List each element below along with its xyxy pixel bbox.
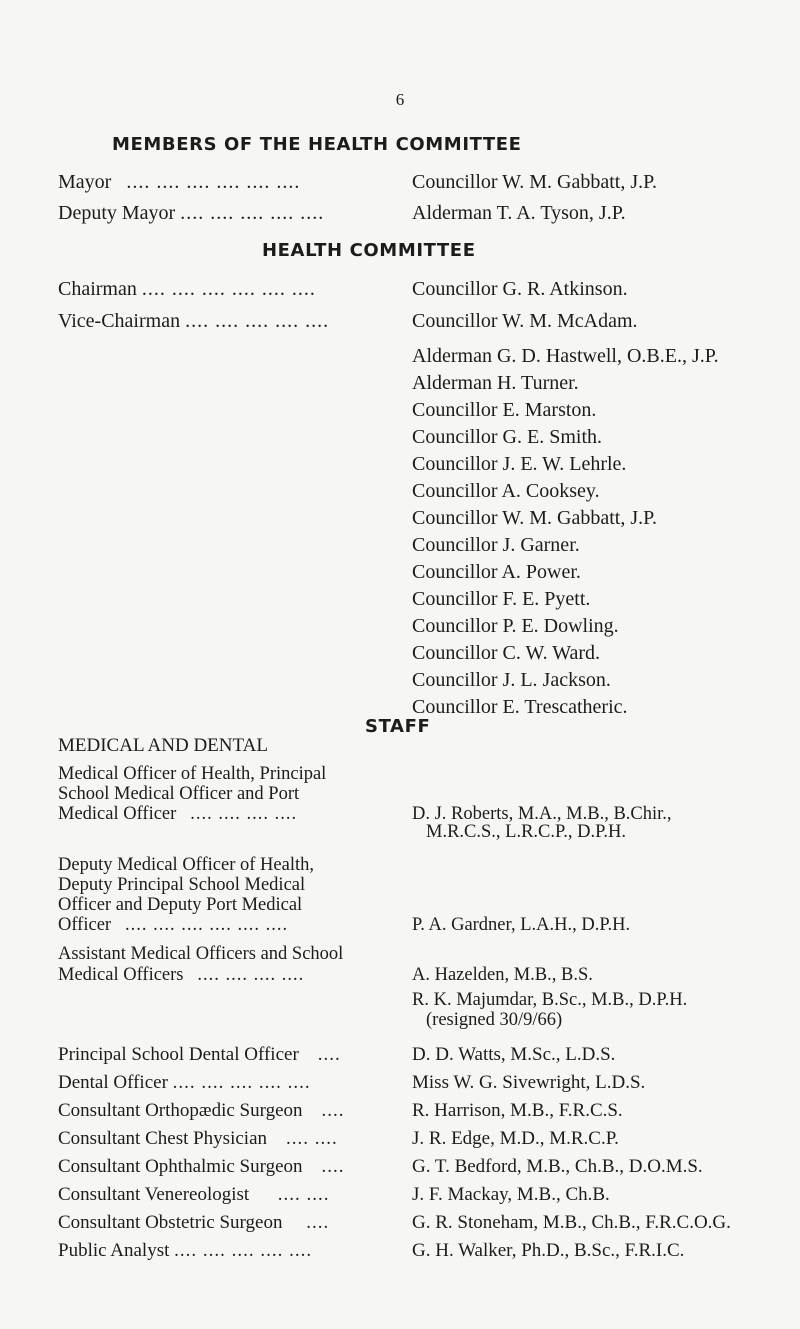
staff-row-label: Consultant Orthopædic Surgeon .... (58, 1100, 345, 1121)
staff-row-label: Principal School Dental Officer .... (58, 1044, 341, 1065)
members-heading: MEMBERS OF THE HEALTH COMMITTEE (112, 134, 522, 155)
chairman-label: Chairman .... .... .... .... .... .... (58, 278, 316, 300)
list-item: Councillor A. Cooksey. (412, 480, 600, 502)
deputy-moh-label-line1: Deputy Medical Officer of Health, (58, 855, 314, 875)
staff-row-value: Miss W. G. Sivewright, L.D.S. (412, 1072, 646, 1093)
list-item: Councillor J. L. Jackson. (412, 669, 611, 691)
assistant-label-line2: Medical Officers .... .... .... .... (58, 965, 305, 985)
list-item: Councillor E. Marston. (412, 399, 597, 421)
assistant-value2-line2: (resigned 30/9/66) (426, 1010, 563, 1030)
list-item: Councillor G. E. Smith. (412, 426, 602, 448)
staff-row-value: G. H. Walker, Ph.D., B.Sc., F.R.I.C. (412, 1240, 685, 1261)
staff-row-value: G. T. Bedford, M.B., Ch.B., D.O.M.S. (412, 1156, 703, 1177)
staff-row-label: Consultant Ophthalmic Surgeon .... (58, 1156, 345, 1177)
staff-row-label: Dental Officer .... .... .... .... .... (58, 1072, 311, 1093)
list-item: Councillor W. M. Gabbatt, J.P. (412, 507, 658, 529)
mayor-value: Councillor W. M. Gabbatt, J.P. (412, 171, 658, 193)
staff-row-label: Consultant Chest Physician .... .... (58, 1128, 338, 1149)
staff-row-label: Public Analyst .... .... .... .... .... (58, 1240, 313, 1261)
deputy-moh-label-line3: Officer and Deputy Port Medical (58, 895, 303, 915)
assistant-value2-line1: R. K. Majumdar, B.Sc., M.B., D.P.H. (412, 990, 688, 1010)
moh-value-line1: D. J. Roberts, M.A., M.B., B.Chir., (412, 804, 672, 824)
staff-row-label: Consultant Obstetric Surgeon .... (58, 1212, 330, 1233)
medical-dental-subheading: MEDICAL AND DENTAL (58, 735, 268, 756)
chairman-value: Councillor G. R. Atkinson. (412, 278, 628, 300)
list-item: Councillor E. Trescatheric. (412, 696, 628, 718)
staff-heading: STAFF (365, 716, 431, 737)
page-number: 6 (395, 90, 405, 109)
moh-value-line2: M.R.C.S., L.R.C.P., D.P.H. (426, 822, 626, 842)
staff-row-value: R. Harrison, M.B., F.R.C.S. (412, 1100, 623, 1121)
staff-row-value: G. R. Stoneham, M.B., Ch.B., F.R.C.O.G. (412, 1212, 731, 1233)
staff-row-value: D. D. Watts, M.Sc., L.D.S. (412, 1044, 616, 1065)
staff-row-value: J. R. Edge, M.D., M.R.C.P. (412, 1128, 619, 1149)
vice-chairman-value: Councillor W. M. McAdam. (412, 310, 638, 332)
list-item: Councillor J. Garner. (412, 534, 580, 556)
staff-row-value: J. F. Mackay, M.B., Ch.B. (412, 1184, 610, 1205)
list-item: Alderman H. Turner. (412, 372, 579, 394)
moh-label-line3: Medical Officer .... .... .... .... (58, 804, 298, 824)
list-item: Councillor P. E. Dowling. (412, 615, 619, 637)
list-item: Councillor J. E. W. Lehrle. (412, 453, 627, 475)
deputy-moh-label-line4: Officer .... .... .... .... .... .... (58, 915, 289, 935)
deputy-mayor-value: Alderman T. A. Tyson, J.P. (412, 202, 626, 224)
assistant-label-line1: Assistant Medical Officers and School (58, 944, 344, 964)
mayor-label: Mayor .... .... .... .... .... .... (58, 171, 301, 193)
list-item: Councillor A. Power. (412, 561, 581, 583)
list-item: Alderman G. D. Hastwell, O.B.E., J.P. (412, 345, 719, 367)
moh-label-line2: School Medical Officer and Port (58, 784, 300, 804)
health-committee-heading: HEALTH COMMITTEE (262, 240, 476, 261)
vice-chairman-label: Vice-Chairman .... .... .... .... .... (58, 310, 330, 332)
deputy-moh-value: P. A. Gardner, L.A.H., D.P.H. (412, 915, 631, 935)
moh-label-line1: Medical Officer of Health, Principal (58, 764, 327, 784)
list-item: Councillor F. E. Pyett. (412, 588, 591, 610)
list-item: Councillor C. W. Ward. (412, 642, 601, 664)
deputy-mayor-label: Deputy Mayor .... .... .... .... .... (58, 202, 325, 224)
deputy-moh-label-line2: Deputy Principal School Medical (58, 875, 306, 895)
staff-row-label: Consultant Venereologist .... .... (58, 1184, 330, 1205)
assistant-value1: A. Hazelden, M.B., B.S. (412, 965, 593, 985)
